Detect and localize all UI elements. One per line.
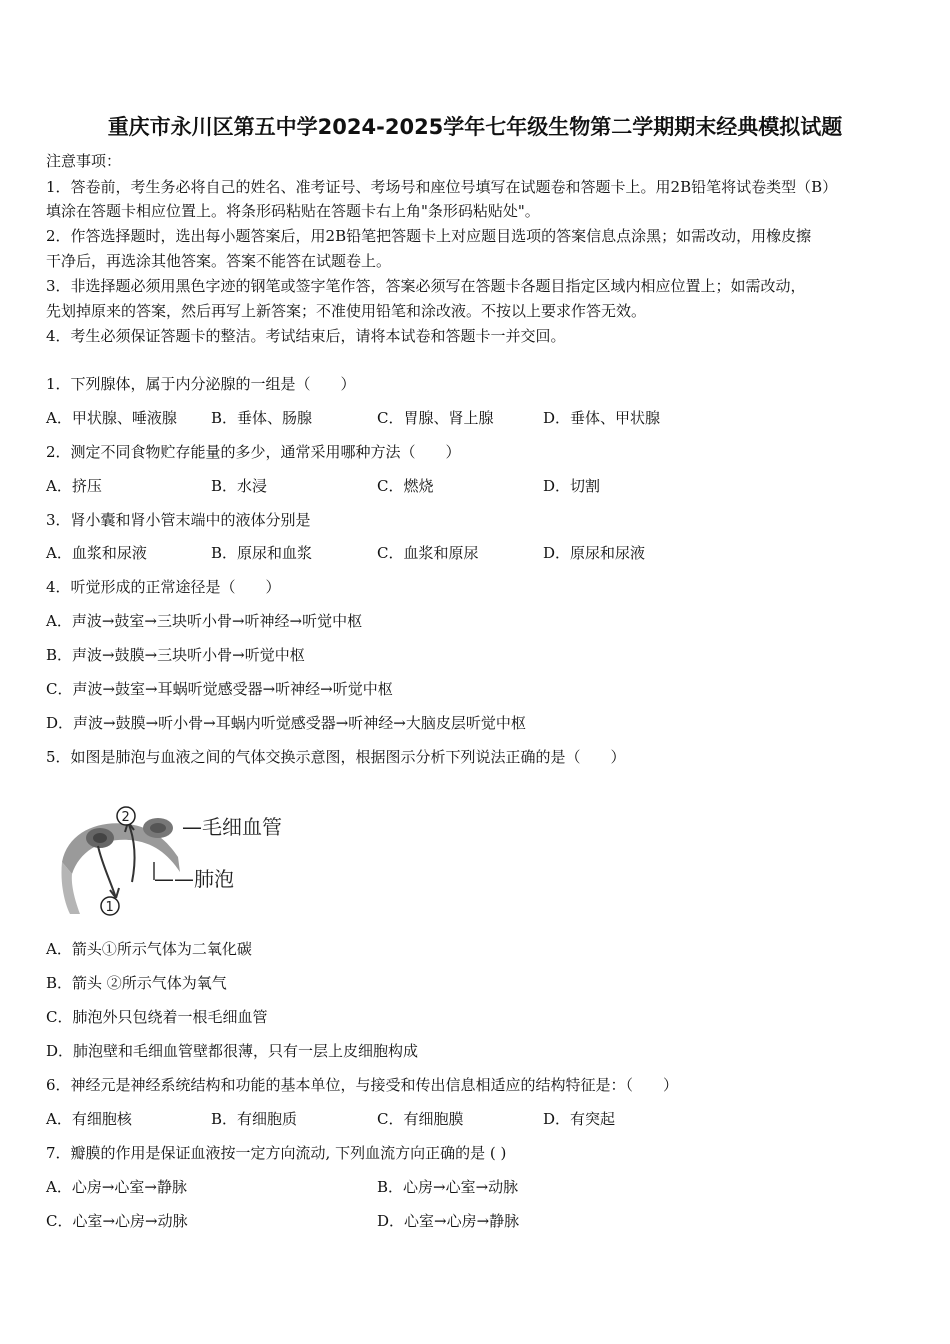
option-c: C．有细胞膜 (377, 1110, 464, 1128)
option-d: D．肺泡壁和毛细血管壁都很薄，只有一层上皮细胞构成 (46, 1042, 419, 1060)
mark-2-text: 2 (121, 810, 130, 825)
question-stem: 5．如图是肺泡与血液之间的气体交换示意图，根据图示分析下列说法正确的是（ ） (46, 748, 626, 766)
option-b: B．箭头 ②所示气体为氧气 (46, 974, 227, 992)
question-stem: 1．下列腺体，属于内分泌腺的一组是（ ） (46, 375, 356, 393)
blood-cell-core-shape (93, 833, 107, 843)
page-title: 重庆市永川区第五中学2024-2025学年七年级生物第二学期期末经典模拟试题 (107, 115, 843, 139)
option-c: C．血浆和原尿 (377, 544, 479, 562)
question-stem: 3．肾小囊和肾小管末端中的液体分别是 (46, 511, 311, 529)
label-alveolus: ——肺泡 (154, 867, 234, 891)
notice-line: 干净后，再选涂其他答案。答案不能答在试题卷上。 (46, 252, 392, 270)
option-c: C．肺泡外只包绕着一根毛细血管 (46, 1008, 268, 1026)
option-c: C．声波→鼓室→耳蜗听觉感受器→听神经→听觉中枢 (46, 680, 393, 698)
option-c: C．胃腺、肾上腺 (377, 409, 494, 427)
notice-line: 4．考生必须保证答题卡的整洁。考试结束后，请将本试卷和答题卡一并交回。 (46, 327, 566, 345)
notice-line: 3．非选择题必须用黑色字迹的钢笔或签字笔作答，答案必须写在答题卡各题目指定区域内相应位置上；如需改动， (46, 277, 806, 295)
question-stem: 6．神经元是神经系统结构和功能的基本单位，与接受和传出信息相适应的结构特征是：（ ） (46, 1076, 679, 1094)
option-a: A．血浆和尿液 (46, 544, 147, 562)
option-a: A．声波→鼓室→三块听小骨→听神经→听觉中枢 (46, 612, 363, 630)
mark-1-text: 1 (105, 900, 114, 915)
option-a: A．挤压 (46, 477, 102, 495)
alveolus-figure (58, 802, 308, 920)
question-stem: 2．测定不同食物贮存能量的多少，通常采用哪种方法（ ） (46, 443, 461, 461)
arrow-1-shape (98, 846, 116, 898)
notice-line: 1．答卷前，考生务必将自己的姓名、准考证号、考场号和座位号填写在试题卷和答题卡上。用2B铅笔将试卷类型（B） (46, 178, 838, 196)
question-stem: 4．听觉形成的正常途径是（ ） (46, 578, 281, 596)
option-b: B．垂体、肠腺 (211, 409, 313, 427)
notice-line: 先划掉原来的答案，然后再写上新答案；不准使用铅笔和涂改液。不按以上要求作答无效。 (46, 302, 647, 320)
option-a: A．有细胞核 (46, 1110, 132, 1128)
option-d: D．切割 (543, 477, 601, 495)
option-b: B．水浸 (211, 477, 268, 495)
notice-heading: 注意事项： (46, 152, 122, 170)
option-d: D．心室→心房→静脉 (377, 1212, 520, 1230)
option-b: B．心房→心室→动脉 (377, 1178, 519, 1196)
notice-line: 填涂在答题卡相应位置上。将条形码粘贴在答题卡右上角"条形码粘贴处"。 (46, 202, 540, 220)
option-a: A．甲状腺、唾液腺 (46, 409, 177, 427)
option-c: C．燃烧 (377, 477, 434, 495)
option-d: D．有突起 (543, 1110, 616, 1128)
option-d: D．垂体、甲状腺 (543, 409, 661, 427)
option-b: B．声波→鼓膜→三块听小骨→听觉中枢 (46, 646, 305, 664)
option-a: A．箭头①所示气体为二氧化碳 (46, 940, 252, 958)
question-stem: 7．瓣膜的作用是保证血液按一定方向流动, 下列血流方向正确的是 ( ) (46, 1144, 507, 1162)
option-b: B．原尿和血浆 (211, 544, 313, 562)
option-a: A．心房→心室→静脉 (46, 1178, 187, 1196)
blood-cell-core-shape (150, 823, 166, 833)
option-c: C．心室→心房→动脉 (46, 1212, 188, 1230)
option-b: B．有细胞质 (211, 1110, 298, 1128)
notice-line: 2．作答选择题时，选出每小题答案后，用2B铅笔把答题卡上对应题目选项的答案信息点涂黑；如需改动，用橡皮擦 (46, 227, 812, 245)
option-d: D．原尿和尿液 (543, 544, 646, 562)
option-d: D．声波→鼓膜→听小骨→耳蜗内听觉感受器→听神经→大脑皮层听觉中枢 (46, 714, 526, 732)
label-capillary: —毛细血管 (182, 815, 282, 839)
